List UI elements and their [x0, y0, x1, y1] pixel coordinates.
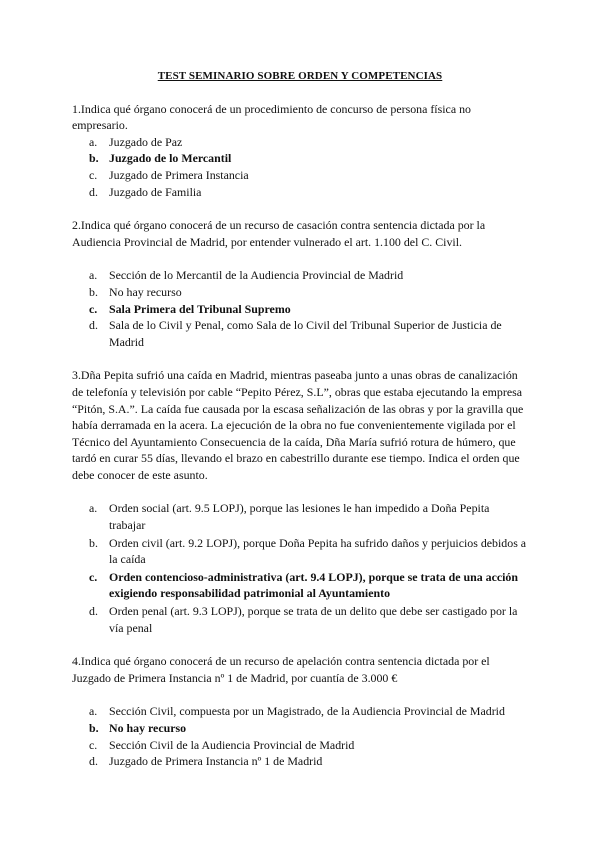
option-d [72, 753, 528, 770]
option-text: Orden contencioso-administrativa (art. 9.4 LOPJ), porque se trata de una acción exigiendo responsabilidad patrimonial al Ayuntamiento [109, 569, 518, 601]
option-text: Juzgado de Primera Instancia nº 1 de Madrid [109, 754, 323, 769]
document-title: TEST SEMINARIO SOBRE ORDEN Y COMPETENCIAS [157, 70, 443, 82]
option-c [72, 167, 528, 184]
option-marker: a. [89, 501, 98, 516]
option-marker: b. [89, 284, 98, 299]
option-a [72, 703, 528, 720]
option-d [72, 603, 528, 636]
question-text: 1.Indica qué órgano conocerá de un procedimiento de concurso de persona física no empresario. [72, 101, 471, 133]
option-marker: c. [89, 569, 98, 584]
question-1 [72, 101, 528, 201]
option-text: Sección Civil, compuesta por un Magistrado, de la Audiencia Provincial de Madrid [109, 704, 505, 719]
question-text: 2.Indica qué órgano conocerá de un recurso de casación contra sentencia dictada por la Audiencia Provincial de Madrid, por entender vulnerado el art. 1.100 del C. Civil. [72, 218, 486, 249]
option-marker: c. [89, 167, 98, 182]
option-text: Orden penal (art. 9.3 LOPJ), porque se trata de un delito que debe ser castigado por la vía penal [109, 604, 518, 635]
options-list [72, 134, 528, 200]
question-3 [72, 367, 528, 636]
option-a [72, 267, 528, 284]
option-marker: d. [89, 184, 98, 199]
question-text: 4.Indica qué órgano conocerá de un recurso de apelación contra sentencia dictada por el Juzgado de Primera Instancia nº 1 de Madrid, por cuantía de 3.000 € [72, 654, 490, 685]
option-text: Juzgado de Paz [109, 134, 183, 149]
option-marker: b. [89, 151, 99, 166]
option-d [72, 317, 528, 350]
option-text: Juzgado de lo Mercantil [109, 151, 232, 166]
option-text: No hay recurso [109, 721, 187, 735]
option-text: Sala Primera del Tribunal Supremo [109, 301, 291, 316]
option-text: Juzgado de Primera Instancia [109, 167, 249, 182]
option-text: Orden social (art. 9.5 LOPJ), porque las lesiones le han impedido a Doña Pepita trabajar [109, 501, 490, 533]
option-a [72, 134, 528, 151]
option-b [72, 284, 528, 301]
options-list [72, 267, 528, 350]
question-2 [72, 217, 528, 350]
option-marker: a. [89, 134, 98, 149]
options-list [72, 500, 528, 636]
option-text: Juzgado de Familia [109, 184, 202, 199]
option-c-correct [72, 301, 528, 318]
option-text: Orden civil (art. 9.2 LOPJ), porque Doña Pepita ha sufrido daños y perjuicios debidos a la caída [109, 535, 527, 567]
option-c [72, 737, 528, 754]
option-marker: a. [89, 704, 98, 719]
option-marker: c. [89, 737, 98, 752]
option-marker: d. [89, 318, 98, 333]
option-marker: b. [89, 721, 99, 735]
options-list [72, 703, 528, 769]
option-marker: c. [89, 301, 98, 316]
option-text: Sección Civil de la Audiencia Provincial de Madrid [109, 737, 355, 752]
option-marker: a. [89, 268, 98, 283]
option-marker: b. [89, 535, 98, 550]
option-text: No hay recurso [109, 284, 182, 299]
option-b-correct [72, 150, 528, 167]
option-text: Sección de lo Mercantil de la Audiencia Provincial de Madrid [109, 268, 404, 283]
option-c-correct [72, 569, 528, 602]
question-text: 3.Dña Pepita sufrió una caída en Madrid, mientras paseaba junto a unas obras de canalización de telefonía y televisión por cable “Pepito Pérez, S.L”, obras que estaba ejecutando la empresa “Pitón, S.A.”. La caída fue causada por la escasa señalización de las obras y por la gravilla que había derramada en la acera. La ejecución de la obra no fue convenientemente vigilada por el Técnico del Ayuntamiento Consecuencia de la caída, Dña María sufrió rotura de húmero, que tardó en curar 55 días, llevando el brazo en cabestrillo durante ese tiempo. Indica el orden que debe conocer de este asunto. [72, 368, 524, 482]
option-marker: d. [89, 754, 98, 769]
option-text: Sala de lo Civil y Penal, como Sala de lo Civil del Tribunal Superior de Justicia de Madrid [109, 318, 502, 349]
option-b [72, 535, 528, 568]
question-4 [72, 653, 528, 770]
option-a [72, 500, 528, 533]
option-d [72, 184, 528, 201]
option-b-correct [72, 720, 528, 737]
option-marker: d. [89, 604, 98, 619]
